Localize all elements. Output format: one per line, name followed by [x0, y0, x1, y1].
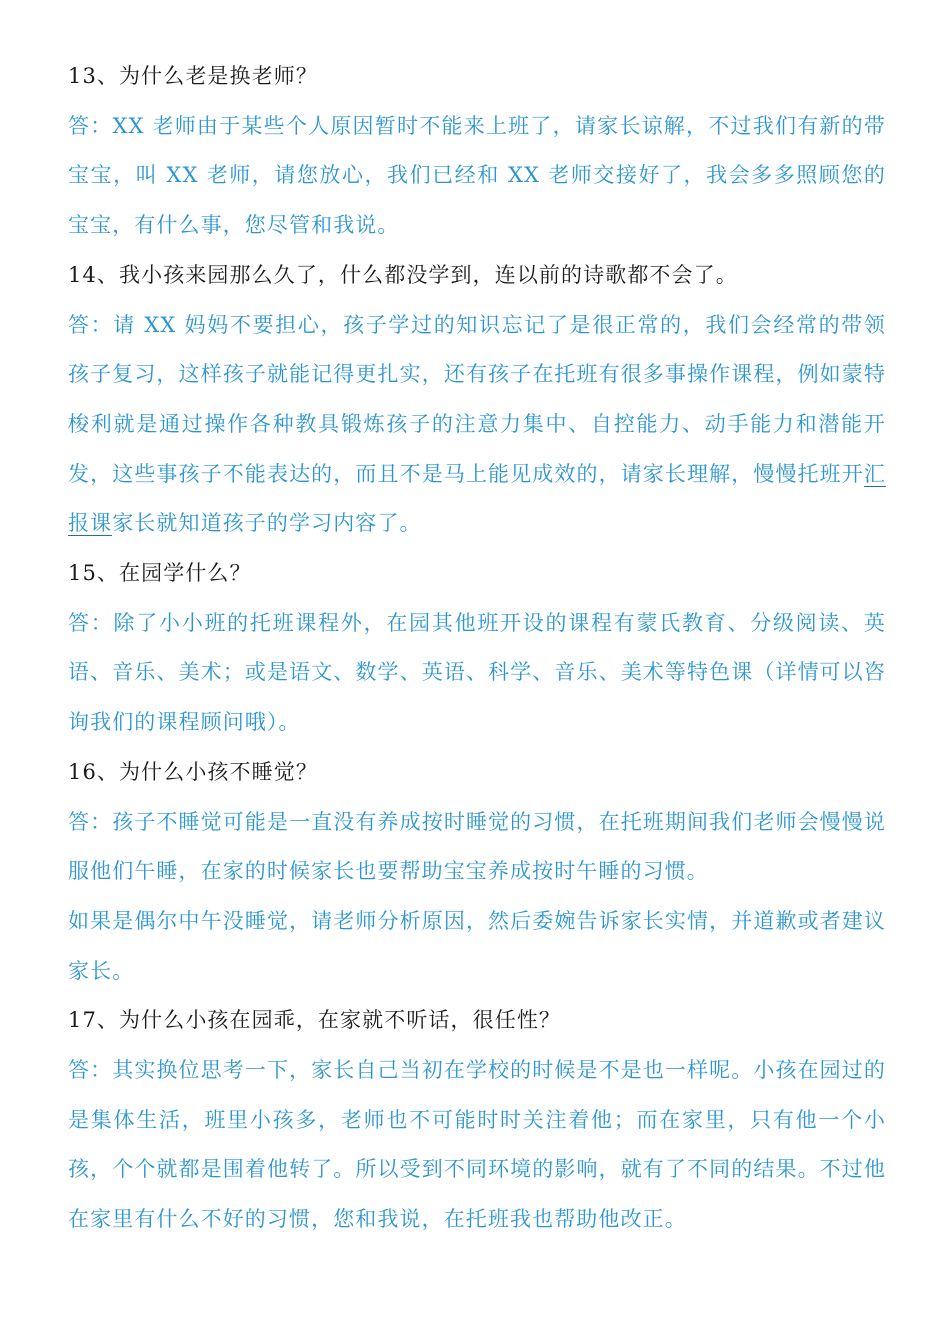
answer-14-text: 答：请 XX 妈妈不要担心，孩子学过的知识忘记了是很正常的，我们会经常的带领孩子复习，这样孩子就能记得更扎实，还有孩子在托班有很多事操作课程，例如蒙特梭利就是通过操作各种教具锻炼孩子的注意力集中、自控能力、动手能力和潜能开发，这些事孩子不能表达的，而且不是马上能见成效的，请家长理解，慢慢托班开: [68, 312, 886, 486]
question-13: 13、为什么老是换老师？: [68, 64, 318, 88]
answer-16-note: 如果是偶尔中午没睡觉，请老师分析原因，然后委婉告诉家长实情，并道歉或者建议家长。: [68, 908, 886, 983]
answer-13: 答：XX 老师由于某些个人原因暂时不能来上班了，请家长谅解，不过我们有新的带宝宝，叫 XX 老师，请您放心，我们已经和 XX 老师交接好了，我会多多照顾您的宝宝，有什么事，您尽管和我说。: [68, 113, 886, 238]
question-15: 15、在园学什么？: [68, 561, 252, 586]
question-17: 17、为什么小孩在园乖，在家就不听话，很任性？: [68, 1008, 562, 1033]
answer-17: 答：其实换位思考一下，家长自己当初在学校的时候是不是也一样呢。小孩在园过的是集体生活，班里小孩多，老师也不可能时时关注着他；而在家里，只有他一个小孩，个个就都是围着他转了。所以受到不同环境的影响，就有了不同的结果。不过他在家里有什么不好的习惯，您和我说，在托班我也帮助他改正。: [68, 1058, 886, 1232]
answer-14: [68, 301, 886, 550]
question-14: 14、我小孩来园那么久了，什么都没学到，连以前的诗歌都不会了。: [68, 262, 738, 287]
answer-15: 答：除了小小班的托班课程外，在园其他班开设的课程有蒙氏教育、分级阅读、英语、音乐、美术；或是语文、数学、英语、科学、音乐、美术等特色课（详情可以咨询我们的课程顾问哦）。: [68, 610, 886, 735]
underlined-phrase: 汇报课: [68, 461, 886, 536]
answer-16: 答：孩子不睡觉可能是一直没有养成按时睡觉的习惯，在托班期间我们老师会慢慢说服他们午睡，在家的时候家长也要帮助宝宝养成按时午睡的习惯。: [68, 809, 886, 884]
question-16: 16、为什么小孩不睡觉？: [68, 759, 318, 784]
answer-14-text-end: 家长就知道孩子的学习内容了。: [112, 511, 422, 536]
